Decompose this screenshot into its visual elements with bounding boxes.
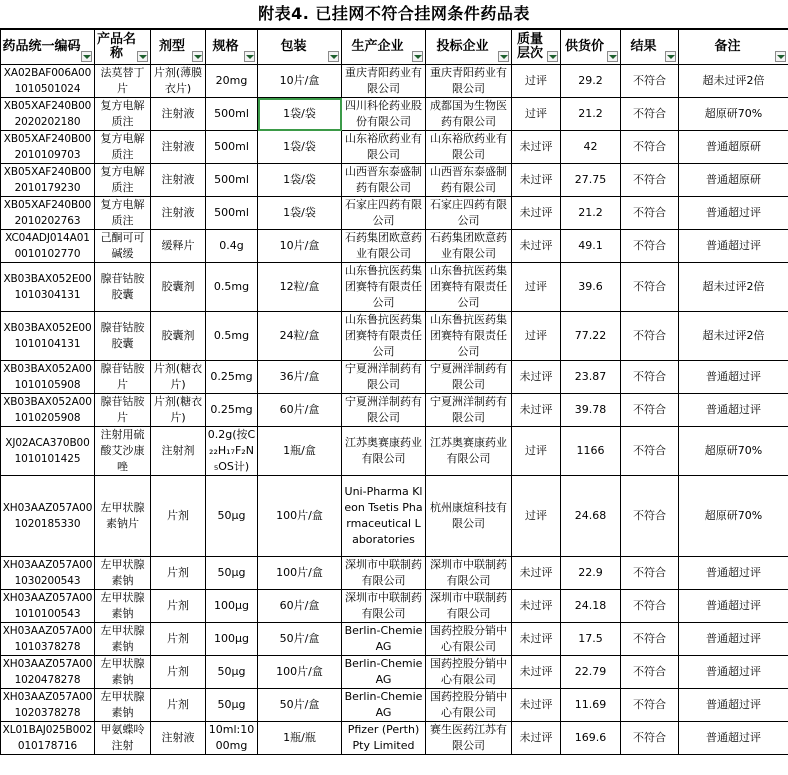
price-cell[interactable]: 1166 — [561, 427, 621, 476]
header-code: 药品统一编码 — [1, 30, 95, 65]
result-cell[interactable]: 不符合 — [621, 312, 679, 361]
quality-cell[interactable]: 未过评 — [512, 131, 561, 164]
price-cell[interactable]: 24.18 — [561, 590, 621, 623]
table-row — [1, 361, 788, 394]
product-cell[interactable]: 左甲状腺素钠 — [95, 656, 151, 689]
product-cell[interactable]: 复方电解质注 — [95, 197, 151, 230]
manufacturer-cell[interactable]: 山东裕欣药业有限公司 — [342, 131, 426, 164]
table-row — [1, 476, 788, 557]
bidder-cell[interactable]: 成都国为生物医药有限公司 — [426, 98, 512, 131]
bidder-cell[interactable]: 山东鲁抗医药集团赛特有限责任公司 — [426, 312, 512, 361]
quality-cell[interactable]: 未过评 — [512, 722, 561, 755]
table-body — [1, 65, 788, 755]
form-cell[interactable]: 片剂 — [151, 656, 206, 689]
spec-cell[interactable]: 10ml:1000mg — [206, 722, 258, 755]
price-cell[interactable]: 169.6 — [561, 722, 621, 755]
remark-cell[interactable]: 超未过评2倍 — [679, 263, 788, 312]
filter-dropdown-icon[interactable] — [498, 51, 509, 62]
remark-cell[interactable]: 普通超过评 — [679, 722, 788, 755]
quality-cell[interactable]: 过评 — [512, 65, 561, 98]
filter-dropdown-icon[interactable] — [775, 51, 786, 62]
form-cell[interactable]: 胶囊剂 — [151, 263, 206, 312]
header-package: 包装 — [258, 30, 342, 65]
drug-table — [0, 29, 788, 755]
code-cell[interactable]: XH03AAZ057A001020478278 — [1, 656, 95, 689]
filter-dropdown-icon[interactable] — [244, 51, 255, 62]
product-cell[interactable]: 左甲状腺素钠 — [95, 590, 151, 623]
spec-cell[interactable]: 20mg — [206, 65, 258, 98]
quality-cell[interactable]: 未过评 — [512, 197, 561, 230]
filter-dropdown-icon[interactable] — [665, 51, 676, 62]
bidder-cell[interactable]: 深圳市中联制药有限公司 — [426, 557, 512, 590]
package-cell[interactable]: 100片/盒 — [258, 557, 342, 590]
bidder-cell[interactable]: 赛生医药江苏有限公司 — [426, 722, 512, 755]
price-cell[interactable]: 22.9 — [561, 557, 621, 590]
result-cell[interactable]: 不符合 — [621, 197, 679, 230]
quality-cell[interactable]: 未过评 — [512, 656, 561, 689]
result-cell[interactable]: 不符合 — [621, 164, 679, 197]
result-cell[interactable]: 不符合 — [621, 689, 679, 722]
product-cell[interactable]: 腺苷钴胺片 — [95, 394, 151, 427]
spec-cell[interactable]: 0.5mg — [206, 263, 258, 312]
filter-dropdown-icon[interactable] — [412, 51, 423, 62]
bidder-cell[interactable]: 石家庄四药有限公司 — [426, 197, 512, 230]
header-spec: 规格 — [206, 30, 258, 65]
remark-cell[interactable]: 普通超过评 — [679, 394, 788, 427]
price-cell[interactable]: 21.2 — [561, 197, 621, 230]
result-cell[interactable]: 不符合 — [621, 590, 679, 623]
table-row — [1, 65, 788, 98]
remark-cell[interactable]: 超未过评2倍 — [679, 312, 788, 361]
product-cell[interactable]: 己酮可可碱缓 — [95, 230, 151, 263]
header-bidder: 投标企业 — [426, 30, 512, 65]
package-cell[interactable]: 60片/盒 — [258, 590, 342, 623]
manufacturer-cell[interactable]: 山西晋东泰盛制药有限公司 — [342, 164, 426, 197]
spec-cell[interactable]: 0.25mg — [206, 361, 258, 394]
table-row — [1, 623, 788, 656]
result-cell[interactable]: 不符合 — [621, 623, 679, 656]
remark-cell[interactable]: 超原研70% — [679, 476, 788, 557]
quality-cell[interactable]: 未过评 — [512, 590, 561, 623]
quality-cell[interactable]: 未过评 — [512, 623, 561, 656]
bidder-cell[interactable]: 山西晋东泰盛制药有限公司 — [426, 164, 512, 197]
product-cell[interactable]: 注射用硫酸艾沙康唑 — [95, 427, 151, 476]
spec-cell[interactable]: 0.5mg — [206, 312, 258, 361]
form-cell[interactable]: 片剂(糖衣片) — [151, 361, 206, 394]
price-cell[interactable]: 17.5 — [561, 623, 621, 656]
price-cell[interactable]: 42 — [561, 131, 621, 164]
product-cell[interactable]: 复方电解质注 — [95, 131, 151, 164]
package-cell[interactable]: 100片/盒 — [258, 476, 342, 557]
manufacturer-cell[interactable]: 山东鲁抗医药集团赛特有限责任公司 — [342, 312, 426, 361]
package-cell[interactable]: 10片/盒 — [258, 230, 342, 263]
product-cell[interactable]: 法莫替丁片 — [95, 65, 151, 98]
product-cell[interactable]: 腺苷钴胺胶囊 — [95, 263, 151, 312]
manufacturer-cell[interactable]: Berlin-Chemie AG — [342, 689, 426, 722]
header-result: 结果 — [621, 30, 679, 65]
header-form: 剂型 — [151, 30, 206, 65]
remark-cell[interactable]: 普通超过评 — [679, 361, 788, 394]
remark-cell[interactable]: 普通超原研 — [679, 131, 788, 164]
quality-cell[interactable]: 未过评 — [512, 164, 561, 197]
price-cell[interactable]: 11.69 — [561, 689, 621, 722]
price-cell[interactable]: 23.87 — [561, 361, 621, 394]
code-cell[interactable]: XC04ADJ014A010010102770 — [1, 230, 95, 263]
product-cell[interactable]: 左甲状腺素钠 — [95, 557, 151, 590]
table-row — [1, 312, 788, 361]
bidder-cell[interactable]: 山东裕欣药业有限公司 — [426, 131, 512, 164]
table-row — [1, 263, 788, 312]
spec-cell[interactable]: 50μg — [206, 656, 258, 689]
form-cell[interactable]: 胶囊剂 — [151, 312, 206, 361]
product-cell[interactable]: 腺苷钴胺片 — [95, 361, 151, 394]
table-row — [1, 722, 788, 755]
price-cell[interactable]: 39.78 — [561, 394, 621, 427]
package-cell[interactable]: 1袋/袋 — [258, 164, 342, 197]
manufacturer-cell[interactable]: 深圳市中联制药有限公司 — [342, 557, 426, 590]
price-cell[interactable]: 22.79 — [561, 656, 621, 689]
quality-cell[interactable]: 未过评 — [512, 394, 561, 427]
spec-cell[interactable]: 50μg — [206, 689, 258, 722]
price-cell[interactable]: 21.2 — [561, 98, 621, 131]
package-cell[interactable]: 1袋/袋 — [258, 131, 342, 164]
package-cell[interactable]: 1袋/袋 — [258, 197, 342, 230]
result-cell[interactable]: 不符合 — [621, 656, 679, 689]
price-cell[interactable]: 27.75 — [561, 164, 621, 197]
header-price: 供货价 — [561, 30, 621, 65]
code-cell[interactable]: XA02BAF006A001010501024 — [1, 65, 95, 98]
table-row — [1, 557, 788, 590]
quality-cell[interactable]: 未过评 — [512, 689, 561, 722]
manufacturer-cell[interactable]: 四川科伦药业股份有限公司 — [342, 98, 426, 131]
quality-cell[interactable]: 过评 — [512, 98, 561, 131]
spec-cell[interactable]: 500ml — [206, 164, 258, 197]
product-cell[interactable]: 甲氨蝶呤注射 — [95, 722, 151, 755]
quality-cell[interactable]: 未过评 — [512, 361, 561, 394]
code-cell[interactable]: XB05XAF240B002010202763 — [1, 197, 95, 230]
form-cell[interactable]: 片剂 — [151, 590, 206, 623]
header-manufacturer: 生产企业 — [342, 30, 426, 65]
manufacturer-cell[interactable]: 宁夏洲洋制药有限公司 — [342, 361, 426, 394]
result-cell[interactable]: 不符合 — [621, 476, 679, 557]
form-cell[interactable]: 注射液 — [151, 164, 206, 197]
remark-cell[interactable]: 超原研70% — [679, 98, 788, 131]
package-cell[interactable]: 50片/盒 — [258, 689, 342, 722]
manufacturer-cell[interactable]: Pfizer (Perth) Pty Limited — [342, 722, 426, 755]
code-cell[interactable]: XB05XAF240B002010109703 — [1, 131, 95, 164]
code-cell[interactable]: XB03BAX052E001010104131 — [1, 312, 95, 361]
remark-cell[interactable]: 普通超过评 — [679, 557, 788, 590]
form-cell[interactable]: 注射液 — [151, 197, 206, 230]
product-cell[interactable]: 左甲状腺素钠片 — [95, 476, 151, 557]
remark-cell[interactable]: 普通超过评 — [679, 230, 788, 263]
manufacturer-cell[interactable]: Uni-Pharma Kleon Tsetis Pharmaceutical Laboratories — [342, 476, 426, 557]
package-cell[interactable]: 100片/盒 — [258, 656, 342, 689]
product-cell[interactable]: 复方电解质注 — [95, 164, 151, 197]
quality-cell[interactable]: 过评 — [512, 427, 561, 476]
bidder-cell[interactable]: 国药控股分销中心有限公司 — [426, 623, 512, 656]
package-cell[interactable]: 60片/盒 — [258, 394, 342, 427]
price-cell[interactable]: 49.1 — [561, 230, 621, 263]
code-cell[interactable]: XH03AAZ057A001020378278 — [1, 689, 95, 722]
manufacturer-cell[interactable]: 石药集团欧意药业有限公司 — [342, 230, 426, 263]
result-cell[interactable]: 不符合 — [621, 131, 679, 164]
table-row — [1, 656, 788, 689]
header-quality: 质量层次 — [512, 30, 561, 65]
remark-cell[interactable]: 普通超过评 — [679, 656, 788, 689]
table-row — [1, 590, 788, 623]
code-cell[interactable]: XB05XAF240B002020202180 — [1, 98, 95, 131]
form-cell[interactable]: 注射液 — [151, 722, 206, 755]
manufacturer-cell[interactable]: 重庆青阳药业有限公司 — [342, 65, 426, 98]
spec-cell[interactable]: 0.4g — [206, 230, 258, 263]
table-row — [1, 131, 788, 164]
bidder-cell[interactable]: 石药集团欧意药业有限公司 — [426, 230, 512, 263]
quality-cell[interactable]: 未过评 — [512, 557, 561, 590]
bidder-cell[interactable]: 重庆青阳药业有限公司 — [426, 65, 512, 98]
bidder-cell[interactable]: 宁夏洲洋制药有限公司 — [426, 394, 512, 427]
result-cell[interactable]: 不符合 — [621, 394, 679, 427]
price-cell[interactable]: 24.68 — [561, 476, 621, 557]
result-cell[interactable]: 不符合 — [621, 427, 679, 476]
price-cell[interactable]: 29.2 — [561, 65, 621, 98]
form-cell[interactable]: 片剂(薄膜衣片) — [151, 65, 206, 98]
package-cell[interactable]: 1瓶/盒 — [258, 427, 342, 476]
table-row — [1, 98, 788, 131]
table-row — [1, 689, 788, 722]
header-product: 产品名称 — [95, 30, 151, 65]
filter-dropdown-icon[interactable] — [607, 51, 618, 62]
quality-cell[interactable]: 过评 — [512, 312, 561, 361]
quality-cell[interactable]: 过评 — [512, 263, 561, 312]
remark-cell[interactable]: 普通超过评 — [679, 590, 788, 623]
price-cell[interactable]: 77.22 — [561, 312, 621, 361]
code-cell[interactable]: XB03BAX052A001010105908 — [1, 361, 95, 394]
package-cell[interactable]: 36片/盒 — [258, 361, 342, 394]
product-cell[interactable]: 腺苷钴胺胶囊 — [95, 312, 151, 361]
result-cell[interactable]: 不符合 — [621, 98, 679, 131]
table-row — [1, 164, 788, 197]
quality-cell[interactable]: 过评 — [512, 476, 561, 557]
form-cell[interactable]: 缓释片 — [151, 230, 206, 263]
product-cell[interactable]: 左甲状腺素钠 — [95, 689, 151, 722]
package-cell[interactable]: 24粒/盒 — [258, 312, 342, 361]
bidder-cell[interactable]: 杭州康煊科技有限公司 — [426, 476, 512, 557]
form-cell[interactable]: 注射液 — [151, 131, 206, 164]
header-row — [1, 30, 788, 65]
manufacturer-cell[interactable]: 石家庄四药有限公司 — [342, 197, 426, 230]
package-cell[interactable]: 1袋/袋 — [258, 98, 342, 131]
bidder-cell[interactable]: 江苏奥赛康药业有限公司 — [426, 427, 512, 476]
package-cell[interactable]: 1瓶/瓶 — [258, 722, 342, 755]
product-cell[interactable]: 复方电解质注 — [95, 98, 151, 131]
form-cell[interactable]: 片剂 — [151, 476, 206, 557]
code-cell[interactable]: XJ02ACA370B001010101425 — [1, 427, 95, 476]
code-cell[interactable]: XB03BAX052E001010304131 — [1, 263, 95, 312]
form-cell[interactable]: 注射剂 — [151, 427, 206, 476]
table-row — [1, 230, 788, 263]
remark-cell[interactable]: 普通超过评 — [679, 689, 788, 722]
manufacturer-cell[interactable]: 山东鲁抗医药集团赛特有限责任公司 — [342, 263, 426, 312]
result-cell[interactable]: 不符合 — [621, 722, 679, 755]
package-cell[interactable]: 50片/盒 — [258, 623, 342, 656]
result-cell[interactable]: 不符合 — [621, 230, 679, 263]
spec-cell[interactable]: 0.2g(按C₂₂H₁₇F₂N₅OS计) — [206, 427, 258, 476]
remark-cell[interactable]: 普通超过评 — [679, 623, 788, 656]
bidder-cell[interactable]: 国药控股分销中心有限公司 — [426, 689, 512, 722]
table-row — [1, 427, 788, 476]
code-cell[interactable]: XL01BAJ025B002010178716 — [1, 722, 95, 755]
code-cell[interactable]: XH03AAZ057A001010378278 — [1, 623, 95, 656]
table-row — [1, 197, 788, 230]
package-cell[interactable]: 12粒/盒 — [258, 263, 342, 312]
form-cell[interactable]: 注射液 — [151, 98, 206, 131]
manufacturer-cell[interactable]: 深圳市中联制药有限公司 — [342, 590, 426, 623]
table-row — [1, 394, 788, 427]
code-cell[interactable]: XB03BAX052A001010205908 — [1, 394, 95, 427]
code-cell[interactable]: XH03AAZ057A001030200543 — [1, 557, 95, 590]
filter-dropdown-icon[interactable] — [81, 51, 92, 62]
header-remark: 备注 — [679, 30, 788, 65]
code-cell[interactable]: XB05XAF240B002010179230 — [1, 164, 95, 197]
spec-cell[interactable]: 50μg — [206, 476, 258, 557]
manufacturer-cell[interactable]: Berlin-Chemie AG — [342, 656, 426, 689]
sheet-title: 附表4. 已挂网不符合挂网条件药品表 — [0, 0, 788, 29]
remark-cell[interactable]: 超原研70% — [679, 427, 788, 476]
spec-cell[interactable]: 500ml — [206, 197, 258, 230]
code-cell[interactable]: XH03AAZ057A001020185330 — [1, 476, 95, 557]
package-cell[interactable]: 10片/盒 — [258, 65, 342, 98]
form-cell[interactable]: 片剂 — [151, 689, 206, 722]
bidder-cell[interactable]: 宁夏洲洋制药有限公司 — [426, 361, 512, 394]
manufacturer-cell[interactable]: Berlin-Chemie AG — [342, 623, 426, 656]
spec-cell[interactable]: 500ml — [206, 131, 258, 164]
bidder-cell[interactable]: 深圳市中联制药有限公司 — [426, 590, 512, 623]
filter-dropdown-icon[interactable] — [547, 51, 558, 62]
spec-cell[interactable]: 100μg — [206, 623, 258, 656]
result-cell[interactable]: 不符合 — [621, 557, 679, 590]
spec-cell[interactable]: 50μg — [206, 557, 258, 590]
manufacturer-cell[interactable]: 宁夏洲洋制药有限公司 — [342, 394, 426, 427]
filter-dropdown-icon[interactable] — [328, 51, 339, 62]
filter-dropdown-icon[interactable] — [192, 51, 203, 62]
result-cell[interactable]: 不符合 — [621, 263, 679, 312]
bidder-cell[interactable]: 山东鲁抗医药集团赛特有限责任公司 — [426, 263, 512, 312]
spec-cell[interactable]: 0.25mg — [206, 394, 258, 427]
manufacturer-cell[interactable]: 江苏奥赛康药业有限公司 — [342, 427, 426, 476]
result-cell[interactable]: 不符合 — [621, 65, 679, 98]
quality-cell[interactable]: 未过评 — [512, 230, 561, 263]
remark-cell[interactable]: 普通超原研 — [679, 164, 788, 197]
form-cell[interactable]: 片剂 — [151, 557, 206, 590]
spec-cell[interactable]: 500ml — [206, 98, 258, 131]
bidder-cell[interactable]: 国药控股分销中心有限公司 — [426, 656, 512, 689]
form-cell[interactable]: 片剂 — [151, 623, 206, 656]
remark-cell[interactable]: 普通超过评 — [679, 197, 788, 230]
price-cell[interactable]: 39.6 — [561, 263, 621, 312]
product-cell[interactable]: 左甲状腺素钠 — [95, 623, 151, 656]
spec-cell[interactable]: 100μg — [206, 590, 258, 623]
remark-cell[interactable]: 超未过评2倍 — [679, 65, 788, 98]
form-cell[interactable]: 片剂(糖衣片) — [151, 394, 206, 427]
result-cell[interactable]: 不符合 — [621, 361, 679, 394]
code-cell[interactable]: XH03AAZ057A001010100543 — [1, 590, 95, 623]
filter-dropdown-icon[interactable] — [137, 51, 148, 62]
